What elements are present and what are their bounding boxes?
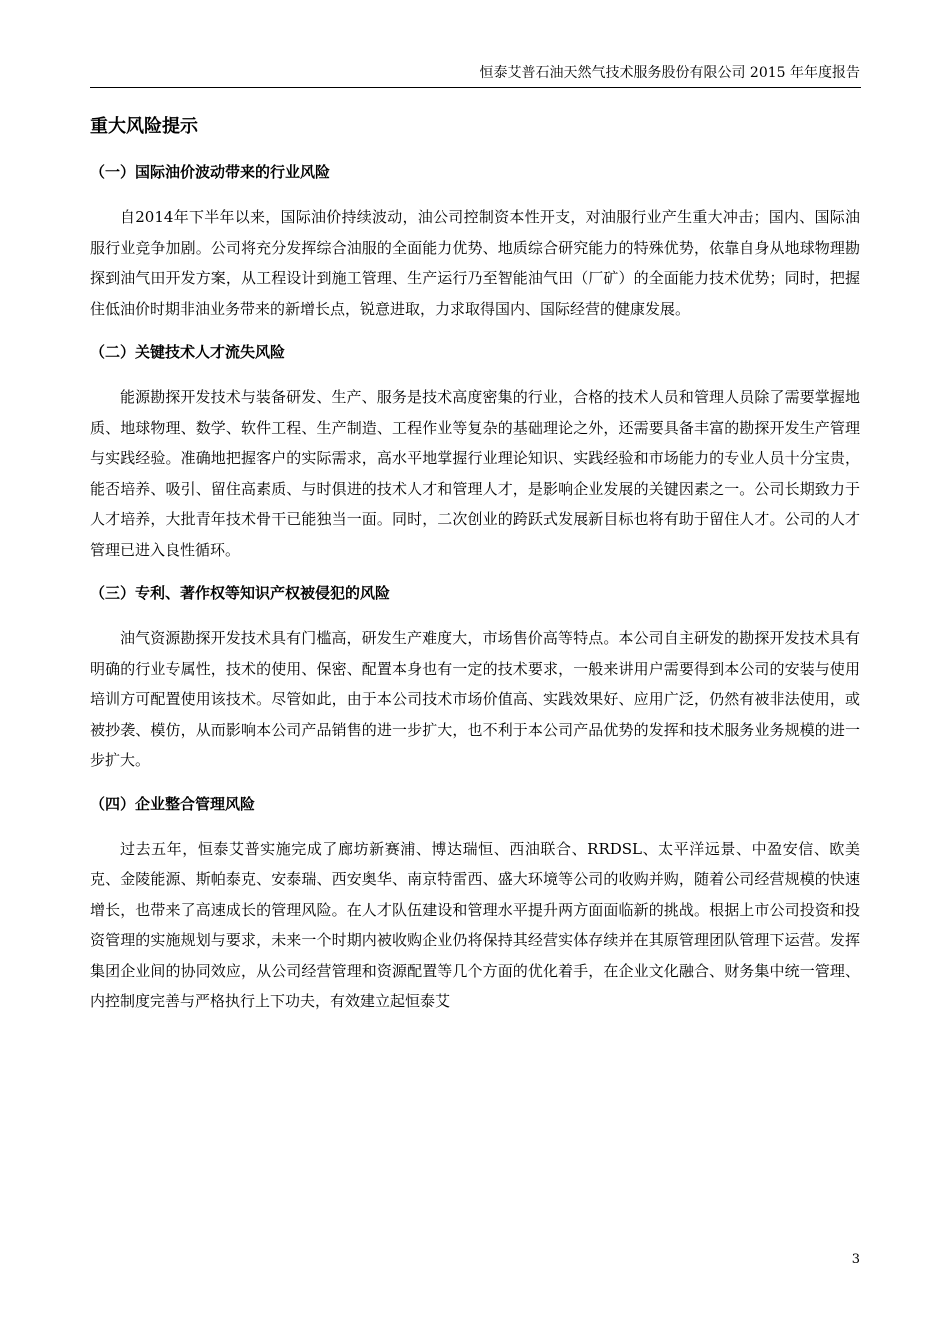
risk-paragraph-4: 过去五年，恒泰艾普实施完成了廊坊新赛浦、博达瑞恒、西油联合、RRDSL、太平洋远景、中盈安信、欧美克、金陵能源、斯帕泰克、安泰瑞、西安奥华、南京特雷西、盛大环境等公司的收购并购，随着公司经营规模的快速增长，也带来了高速成长的管理风险。在人才队伍建设和管理水平提升两方面面临新的挑战。根据上市公司投资和投资管理的实施规划与要求，未来一个时期内被收购企业仍将保持其经营实体存续并在其原管理团队管理下运营。发挥集团企业间的协同效应，从公司经营管理和资源配置等几个方面的优化着手，在企业文化融合、财务集中统一管理、内控制度完善与严格执行上下功夫，有效建立起恒泰艾 <box>90 839 860 1010</box>
risk-heading-4: （四）企业整合管理风险 <box>90 794 256 813</box>
risk-paragraph-3: 油气资源勘探开发技术具有门槛高，研发生产难度大，市场售价高等特点。本公司自主研发的勘探开发技术具有明确的行业专属性，技术的使用、保密、配置本身也有一定的技术要求，一般来讲用户需要得到本公司的安装与使用培训方可配置使用该技术。尽管如此，由于本公司技术市场价值高、实践效果好、应用广泛，仍然有被非法使用，或被抄袭、模仿，从而影响本公司产品销售的进一步扩大，也不利于本公司产品优势的发挥和技术服务业务规模的进一步扩大。 <box>90 629 860 769</box>
section-title: 重大风险提示 <box>90 116 198 137</box>
running-header: 恒泰艾普石油天然气技术服务股份有限公司 2015 年年度报告 <box>479 65 860 81</box>
header-divider <box>90 87 861 88</box>
risk-heading-2: （二）关键技术人才流失风险 <box>90 343 286 361</box>
risk-heading-1: （一）国际油价波动带来的行业风险 <box>90 163 331 181</box>
risk-paragraph-2: 能源勘探开发技术与装备研发、生产、服务是技术高度密集的行业，合格的技术人员和管理人员除了需要掌握地质、地球物理、数学、软件工程、生产制造、工程作业等复杂的基础理论之外，还需要具备丰富的勘探开发生产管理与实践经验。准确地把握客户的实际需求，高水平地掌握行业理论知识、实践经验和市场能力的专业人员十分宝贵，能否培养、吸引、留住高素质、与时俱进的技术人才和管理人才，是影响企业发展的关键因素之一。公司长期致力于人才培养，大批青年技术骨干已能独当一面。同时，二次创业的跨跃式发展新目标也将有助于留住人才。公司的人才管理已进入良性循环。 <box>90 388 860 559</box>
page-number: 3 <box>851 1252 860 1267</box>
risk-paragraph-1: 自2014年下半年以来，国际油价持续波动，油公司控制资本性开支，对油服行业产生重大冲击；国内、国际油服行业竞争加剧。公司将充分发挥综合油服的全面能力优势、地质综合研究能力的特殊优势，依靠自身从地球物理勘探到油气田开发方案，从工程设计到施工管理、生产运行乃至智能油气田（厂矿）的全面能力技术优势；同时，把握住低油价时期非油业务带来的新增长点，锐意进取，力求取得国内、国际经营的健康发展。 <box>90 208 860 318</box>
page-content <box>90 114 860 1033</box>
risk-heading-3: （三）专利、著作权等知识产权被侵犯的风险 <box>90 584 391 602</box>
